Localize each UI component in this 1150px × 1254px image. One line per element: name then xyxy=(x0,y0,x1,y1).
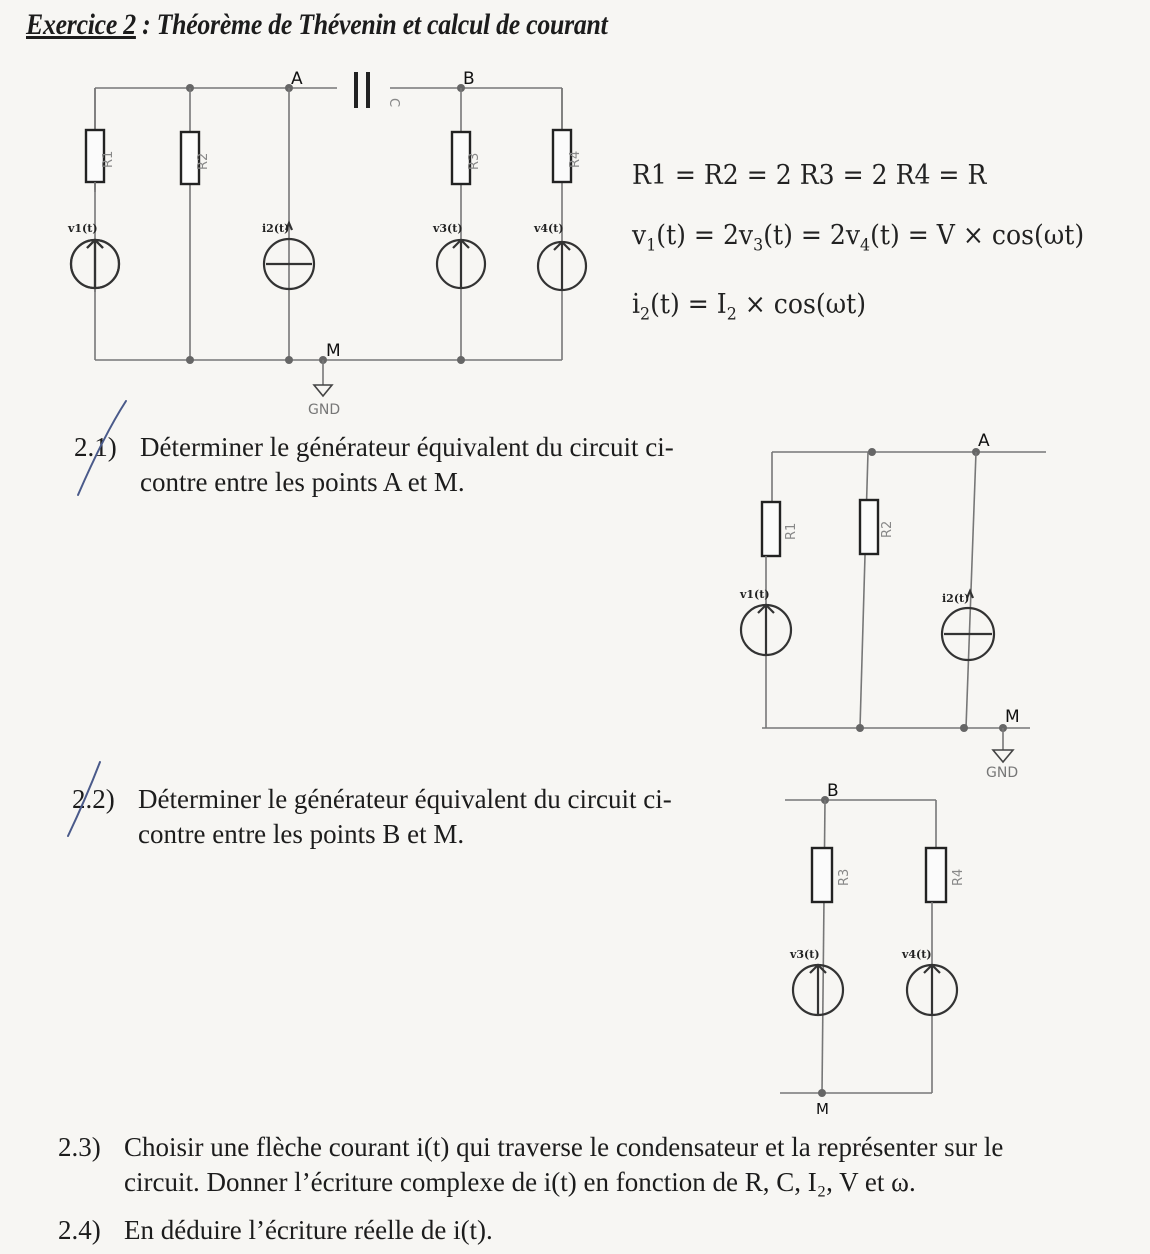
formula-subscript: 4 xyxy=(860,235,871,256)
resistor-label: R3 xyxy=(837,868,852,886)
ground-icon xyxy=(314,385,332,396)
formula-subscript: 2 xyxy=(640,304,651,325)
formula-text: (t) = 2v xyxy=(656,220,754,251)
formula-text: (t) = I xyxy=(650,289,727,321)
resistor-label: R4 xyxy=(951,868,966,886)
bm-circuit-diagram xyxy=(780,780,980,1120)
node-label-b: B xyxy=(463,69,475,89)
voltage-source-v4 xyxy=(538,242,586,290)
question-number: 2.4) xyxy=(58,1215,101,1245)
source-label: v3(t) xyxy=(790,948,820,961)
question-text: En déduire l’écriture réelle de i(t). xyxy=(124,1215,493,1245)
question-text: Déterminer le générateur équivalent du circuit ci- xyxy=(140,432,674,462)
resistor-label: R1 xyxy=(784,522,799,540)
ground-icon xyxy=(993,750,1013,762)
node-label-a: A xyxy=(978,431,990,451)
source-label: v4(t) xyxy=(902,948,932,961)
question-number: 2.2) xyxy=(72,784,115,814)
node-label-m: M xyxy=(1005,707,1020,727)
voltage-source-v1 xyxy=(741,605,791,655)
question-2-4 xyxy=(58,1213,493,1248)
main-circuit-diagram xyxy=(0,60,600,420)
source-label: v3(t) xyxy=(433,222,463,235)
source-label: v1(t) xyxy=(68,222,98,235)
resistor-label: R3 xyxy=(467,152,482,170)
resistor-r2 xyxy=(860,500,878,554)
resistor-r4 xyxy=(926,848,946,902)
question-text: circuit. Donner l’écriture complexe de i(t) en fonction de R, C, I₂, V et ω. xyxy=(124,1167,916,1197)
formula-text: v xyxy=(632,220,647,251)
voltage-relation xyxy=(632,206,1084,275)
current-relation xyxy=(632,275,1084,344)
question-text: Choisir une flèche courant i(t) qui traverse le condensateur et la représenter sur le xyxy=(124,1132,1004,1162)
formula-text: (t) = V × cos(ωt) xyxy=(870,220,1085,251)
question-text: contre entre les points B et M. xyxy=(138,819,465,849)
node-label-b: B xyxy=(827,781,839,801)
exercise-subject: : Théorème de Thévenin et calcul de courant xyxy=(135,8,608,41)
source-label: i2(t) xyxy=(942,592,970,605)
ground-label: GND xyxy=(308,402,341,418)
question-number: 2.1) xyxy=(74,432,117,462)
node-label-m: M xyxy=(816,1100,829,1118)
node-label-m: M xyxy=(326,341,341,361)
capacitor-label: C xyxy=(386,98,401,108)
formula-subscript: 1 xyxy=(646,235,657,256)
capacitor-c xyxy=(356,72,401,108)
formula-text: × cos(ωt) xyxy=(736,289,867,321)
resistor-label: R2 xyxy=(880,520,895,538)
question-text: contre entre les points A et M. xyxy=(140,467,465,497)
question-2-3 xyxy=(58,1130,1003,1200)
source-label: v1(t) xyxy=(740,588,770,601)
voltage-source-v4 xyxy=(907,965,957,1015)
formula-subscript: 2 xyxy=(726,304,737,325)
question-2-2 xyxy=(72,782,672,852)
formula-text: (t) = 2v xyxy=(763,220,861,251)
ground-label: GND xyxy=(986,765,1019,781)
pen-mark-icon xyxy=(60,758,120,848)
node-label-a: A xyxy=(291,69,303,89)
question-number: 2.3) xyxy=(58,1132,101,1162)
circuit-definitions xyxy=(632,146,1118,345)
question-text: Déterminer le générateur équivalent du circuit ci- xyxy=(138,784,672,814)
resistor-label: R2 xyxy=(196,152,211,170)
formula-text: i xyxy=(632,289,641,321)
resistor-r3 xyxy=(812,848,832,902)
formula-subscript: 3 xyxy=(753,235,764,256)
voltage-source-v3 xyxy=(437,240,485,288)
resistor-label: R4 xyxy=(568,150,583,168)
voltage-source-v3 xyxy=(793,965,843,1015)
exercise-title xyxy=(26,8,608,42)
am-circuit-diagram xyxy=(730,420,1050,780)
resistor-relation: R1 = R2 = 2 R3 = 2 R4 = R xyxy=(632,160,987,191)
source-label: v4(t) xyxy=(534,222,564,235)
resistor-label: R1 xyxy=(101,150,116,168)
exercise-number: Exercice 2 xyxy=(26,8,136,41)
resistor-r1 xyxy=(762,502,780,556)
question-2-1 xyxy=(74,430,674,500)
pen-mark-icon xyxy=(60,395,120,495)
source-label: i2(t) xyxy=(262,222,290,235)
